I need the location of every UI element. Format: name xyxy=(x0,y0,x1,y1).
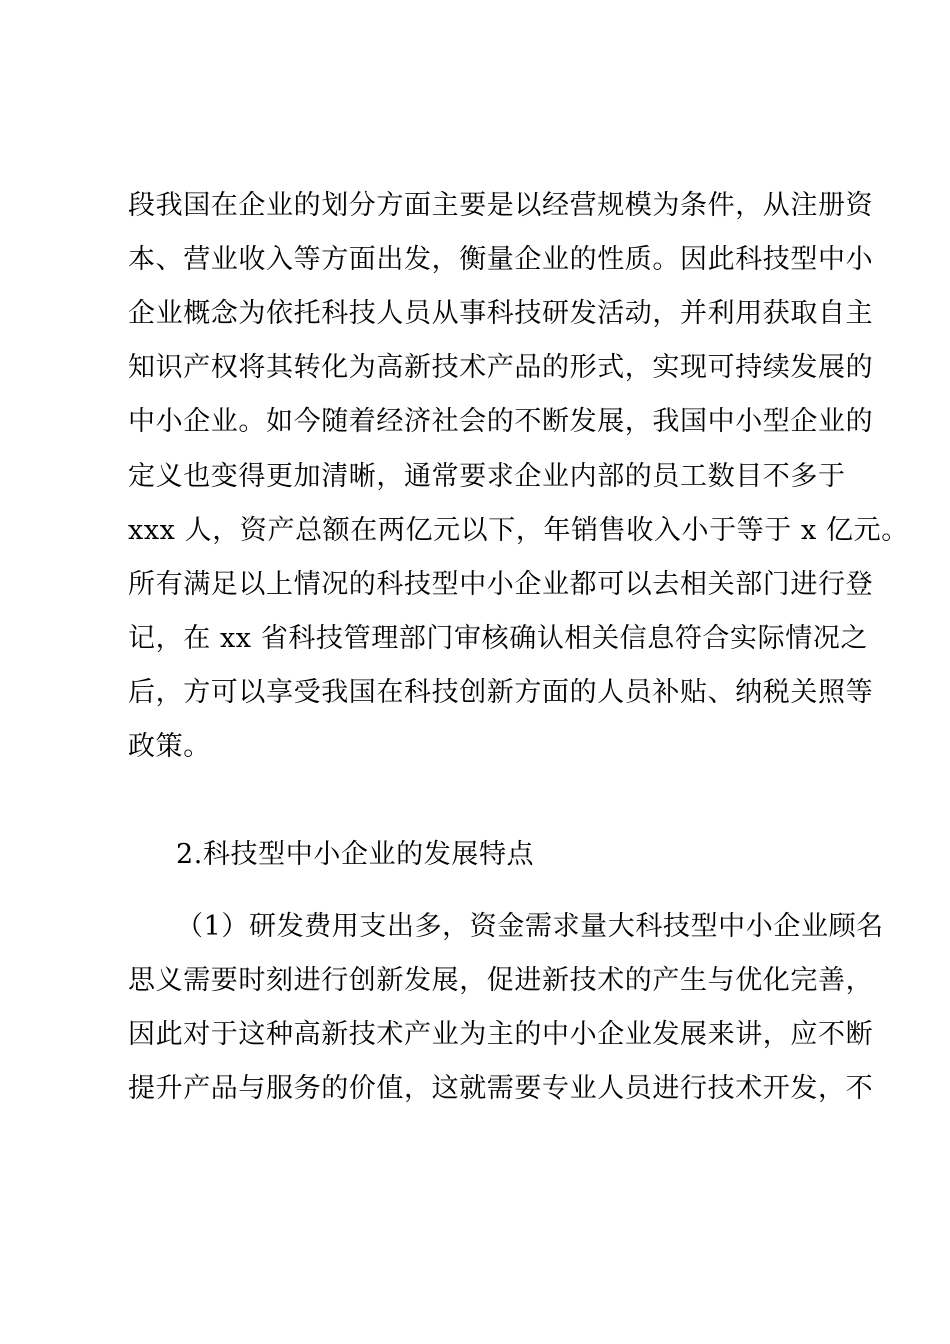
paragraph-1-line-4: 知识产权将其转化为高新技术产品的形式，实现可持续发展的 xyxy=(128,352,874,383)
paragraph-1-line-5: 中小企业。如今随着经济社会的不断发展，我国中小型企业的 xyxy=(128,406,874,437)
paragraph-1-line-3: 企业概念为依托科技人员从事科技研发活动，并利用获取自主 xyxy=(128,298,874,329)
paragraph-1-line-11: 政策。 xyxy=(128,731,211,762)
paragraph-1-line-7: xxx 人，资产总额在两亿元以下，年销售收入小于等于 x 亿元。 xyxy=(128,515,909,546)
paragraph-1-line-10: 后，方可以享受我国在科技创新方面的人员补贴、纳税关照等 xyxy=(128,677,874,708)
paragraph-2-line-2: 思义需要时刻进行创新发展，促进新技术的产生与优化完善， xyxy=(128,965,874,996)
paragraph-1-line-2: 本、营业收入等方面出发，衡量企业的性质。因此科技型中小 xyxy=(128,244,874,275)
paragraph-1-line-6: 定义也变得更加清晰，通常要求企业内部的员工数目不多于 xyxy=(128,461,846,492)
paragraph-2-line-1: （1）研发费用支出多，资金需求量大科技型中小企业顾名 xyxy=(176,911,884,942)
paragraph-1-line-8: 所有满足以上情况的科技型中小企业都可以去相关部门进行登 xyxy=(128,569,874,600)
paragraph-1-line-1: 段我国在企业的划分方面主要是以经营规模为条件，从注册资 xyxy=(128,190,874,221)
paragraph-2-line-3: 因此对于这种高新技术产业为主的中小企业发展来讲，应不断 xyxy=(128,1019,874,1050)
paragraph-2-line-4: 提升产品与服务的价值，这就需要专业人员进行技术开发，不 xyxy=(128,1073,874,1104)
section-heading: 2.科技型中小企业的发展特点 xyxy=(176,839,535,870)
paragraph-1-line-9: 记，在 xx 省科技管理部门审核确认相关信息符合实际情况之 xyxy=(128,623,869,654)
